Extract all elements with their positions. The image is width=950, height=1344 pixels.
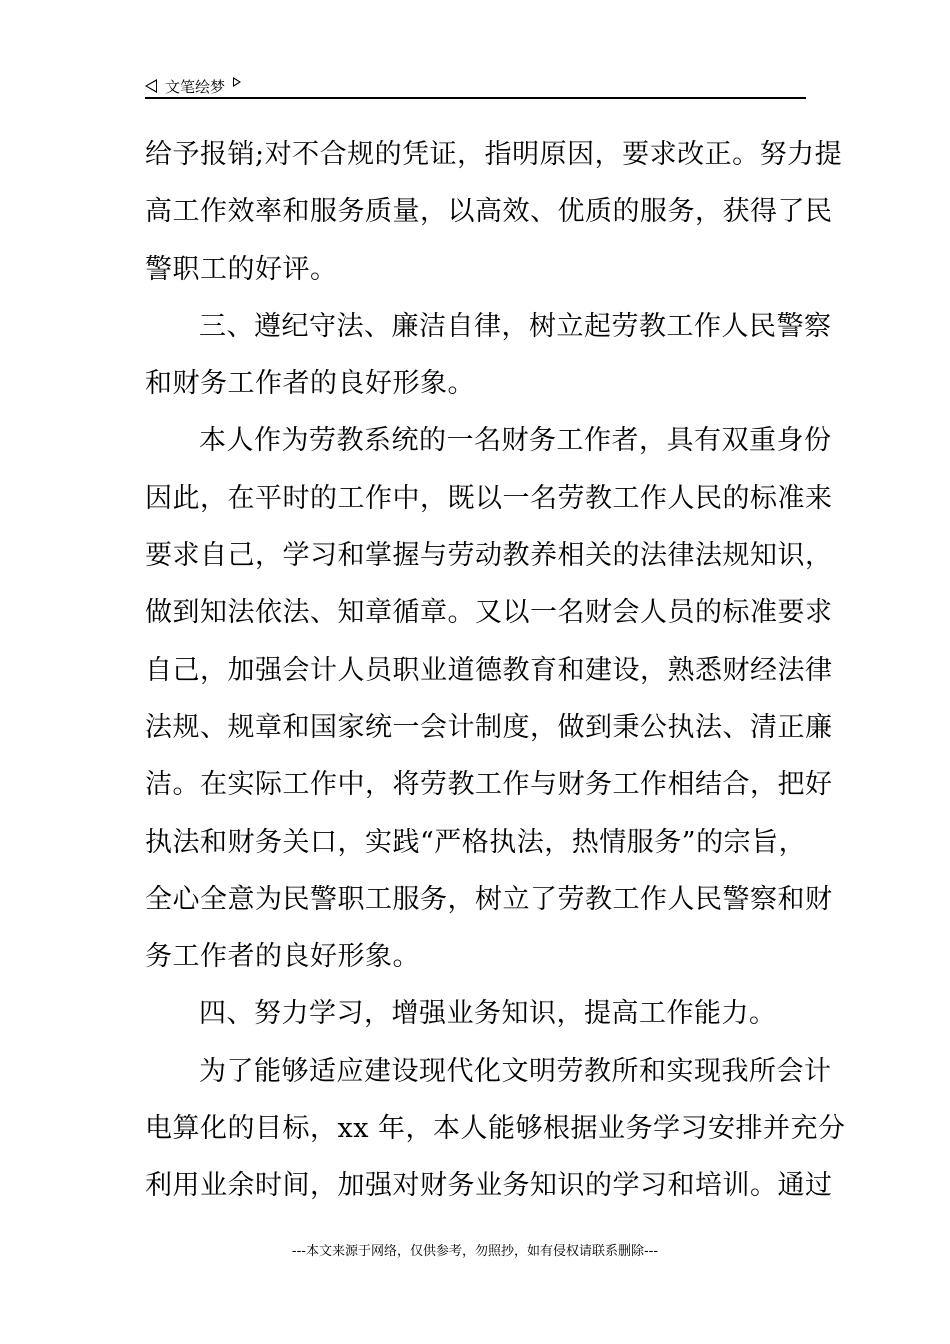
text-line: 本人作为劳教系统的一名财务工作者，具有双重身份 xyxy=(199,425,832,457)
text-line: 警职工的好评。 xyxy=(145,253,338,285)
text-line: 四、努力学习，增强业务知识，提高工作能力。 xyxy=(199,998,777,1030)
text-line: 法规、规章和国家统一会计制度，做到秉公执法、清正廉 xyxy=(145,711,833,743)
header-divider xyxy=(145,97,806,99)
text-line: 三、遵纪守法、廉洁自律，树立起劳教工作人民警察 xyxy=(199,310,832,342)
header-title: 文笔绘梦 xyxy=(165,77,226,96)
text-line: 因此，在平时的工作中，既以一名劳教工作人民的标准来 xyxy=(145,482,833,514)
triangle-right-icon xyxy=(233,77,241,87)
text-line: 给予报销;对不合规的凭证，指明原因，要求改正。努力提 xyxy=(145,139,843,170)
text-line: 自己，加强会计人员职业道德教育和建设，熟悉财经法律 xyxy=(145,654,833,686)
text-line: 和财务工作者的良好形象。 xyxy=(145,368,475,400)
document-body xyxy=(145,126,846,1215)
text-line: 洁。在实际工作中，将劳教工作与财务工作相结合，把好 xyxy=(145,769,833,801)
text-line: 为了能够适应建设现代化文明劳教所和实现我所会计 xyxy=(199,1055,832,1087)
text-line: 全心全意为民警职工服务，树立了劳教工作人民警察和财 xyxy=(145,883,833,915)
triangle-left-icon xyxy=(145,79,157,93)
text-line: 做到知法依法、知章循章。又以一名财会人员的标准要求 xyxy=(145,597,833,629)
text-line: 高工作效率和服务质量，以高效、优质的服务，获得了民 xyxy=(145,196,833,228)
text-line: 要求自己，学习和掌握与劳动教养相关的法律法规知识， xyxy=(145,540,833,572)
text-line: 执法和财务关口，实践“严格执法，热情服务”的宗旨， xyxy=(145,826,807,858)
text-line: 电算化的目标，xx 年，本人能够根据业务学习安排并充分 xyxy=(145,1113,846,1145)
page-header xyxy=(145,74,241,98)
text-line: 利用业余时间，加强对财务业务知识的学习和培训。通过 xyxy=(145,1170,833,1202)
page-footer: ---本文来源于网络，仅供参考，勿照抄，如有侵权请联系删除--- xyxy=(291,1244,659,1259)
text-line: 务工作者的良好形象。 xyxy=(145,941,420,973)
